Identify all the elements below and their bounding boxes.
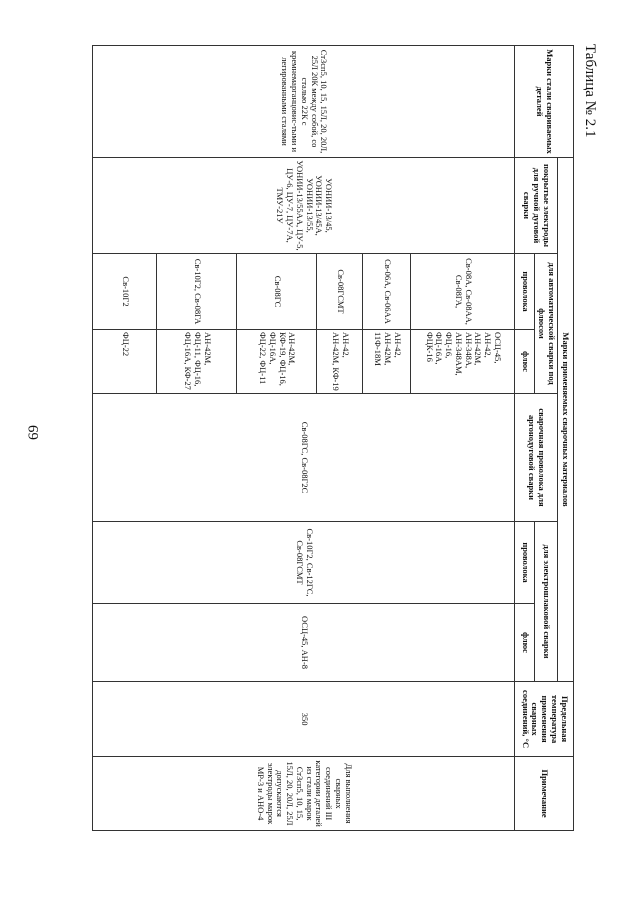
header-flux: флюс [515,330,535,394]
header-temperature: Предельная температура применения сварных соединений, °С [515,682,574,757]
welding-materials-table [94,45,574,830]
cell-auto-wire: Св-06А, Св-06АА [363,254,411,330]
cell-steel: Ст3сп5, 10, 15, 15Л, 20, 20Л, 25Л 20К между собой, со сталью 22К с кремнемарганцовис-тыми и легированными сталями [93,46,515,158]
cell-auto-flux: ФЦ-22 [93,330,157,394]
header-electrodes: покрытые электроды для ручной дуговой сварки [515,158,558,254]
cell-note: Для выполнения сварных соединений III категории деталей из стали марок Ст3сп5, 10, 15, 15Л, 20, 20Л, 25Л допускаются электроды марок МР-3 и АНО-4 [93,757,515,831]
cell-auto-wire: Св-10Г2 [93,254,157,330]
cell-auto-wire: Св-08ГСМТ [317,254,363,330]
cell-auto-flux: АН-42, АН-42М, 11Ф-18М [363,330,411,394]
page-number: 69 [26,425,42,440]
header-wire-electroslag: проволока [515,522,535,604]
header-argon-wire: сварочная проволока для аргонодуговой сварки [515,394,558,522]
cell-auto-flux: АН-42, АН-42М, КФ-19 [317,330,363,394]
cell-electrodes: УОНИИ-13/45, УОНИИ-13/45А, УОНИИ-13/55, УОНИИ-13/55АА, ЦУ-5, ЦУ-6, ЦУ-7, ЦУ-7А, ТМУ-21У [93,158,515,254]
cell-auto-flux: АН-42М, КФ-19, ФЦ-16, ФЦ-16А, ФЦ-22, ФЦ-11 [237,330,317,394]
header-note: Примечание [515,757,574,831]
cell-auto-wire: Св-08ГС [237,254,317,330]
header-materials: Марки применяемых сварочных материалов [558,158,574,682]
cell-electroslag-wire: Св-10Г2, Св-12ГС, Св-08ГСМТ [93,522,515,604]
cell-electroslag-flux: ОСЦ-45, АН-8 [93,604,515,682]
cell-temperature: 350 [93,682,515,757]
header-electroslag: для электрошлаковой сварки [535,522,558,682]
cell-auto-wire: Св-10Г2, Св-08ГА [157,254,237,330]
cell-auto-flux: ОСЦ-45, АН-42, АН-42М, АН-348А, АН-348АМ, ФЦ-16, ФЦ-16А, ФЦК-16 [411,330,515,394]
header-steel: Марки стали свариваемых деталей [515,46,574,158]
cell-auto-flux: АН-42М, ФЦ-11, ФЦ-16, ФЦ-16А, КФ-27 [157,330,237,394]
header-flux-electroslag: флюс [515,604,535,682]
table-title: Таблица № 2.1 [582,44,598,138]
cell-auto-wire: Св-08А, Св-08АА, Св-08ГА, [411,254,515,330]
header-auto-flux: для автоматической сварки под флюсом [535,254,558,394]
header-wire: проволока [515,254,535,330]
cell-argon-wire: Св-08ГС, Св-08Г2С [93,394,515,522]
